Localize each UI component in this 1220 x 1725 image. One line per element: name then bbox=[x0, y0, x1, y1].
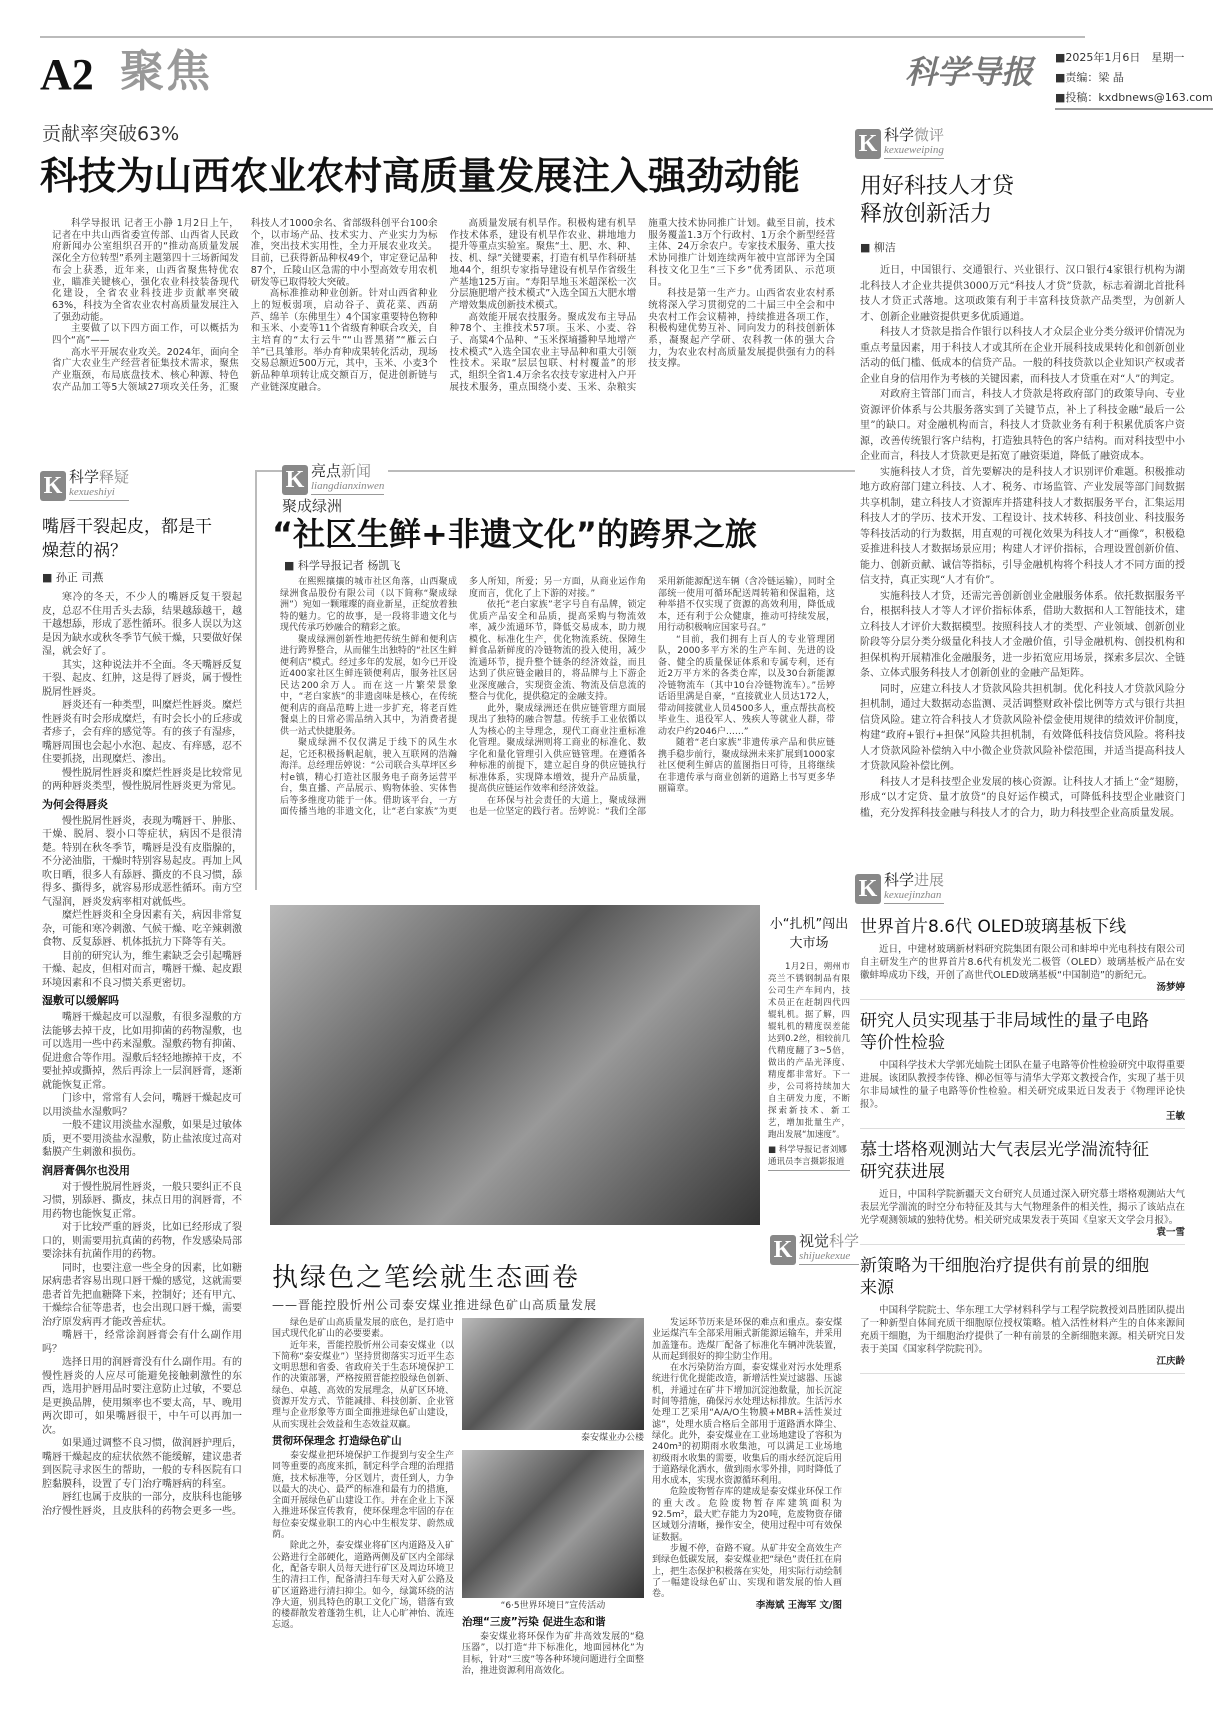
green-headline: 执绿色之笔绘就生态画卷 bbox=[272, 1263, 581, 1293]
badge-pinyin: liangdianxinwen bbox=[311, 480, 385, 492]
badge-label: 科学 bbox=[884, 126, 915, 144]
paragraph: 门诊中，常常有人会问，嘴唇干燥起皮可以用淡盐水湿敷吗？ bbox=[42, 1093, 242, 1118]
paragraph: 科技人才是科技型企业发展的核心资源。让科技人才插上“金”翅膀，形成“以才定贷、量才放贷”的良好运作模式，可降低科技型企业融资门槛，充分发挥科技金融与科技人才的合力，助力科技型企业高质量发展。 bbox=[860, 776, 1185, 819]
k-logo-icon: K bbox=[40, 471, 66, 501]
badge-label: 亮点 bbox=[311, 462, 342, 480]
paragraph: 泰安煤业把环境保护工作提到与安全生产同等重要的高度来抓，制定科学合理的治理措施，技术标准等，分区划片，责任到人，力争以最大的决心、最严的标准和最有力的措施，全面开展绿色矿山建设工作。并在企业上下深入推进环保宣传教育，使环保理念牢固的存在每位泰安煤业职工的内心中生根发芽、蔚然成荫。 bbox=[272, 1450, 454, 1541]
lead-kicker: 贡献率突破63% bbox=[42, 123, 180, 145]
paragraph: 如果通过调整不良习惯，做润唇护理后，嘴唇干燥起皮的症状依然不能缓解，建议患者到医院寻求医生的帮助，一般的专科医院有口腔黏膜科，设置了专门治疗嘴唇病的科室。 bbox=[42, 1438, 242, 1490]
paragraph: 在熙熙攘攘的城市社区角落，山西聚成绿洲食品股份有限公司（以下简称“聚成绿洲”）宛如一颗璀璨的商业新星，正绽放着独特的魅力。它的故事，是一段将非遗文化与现代传承巧妙融合的精彩之旅。 bbox=[280, 577, 457, 633]
news-item-author: 汤梦婷 bbox=[1156, 982, 1185, 993]
green-col3-wrap bbox=[652, 1318, 842, 1612]
paragraph: 对于比较严重的唇炎，比如已经形成了裂口的，则需要用抗真菌的药物，作发感染局部要涂抹有抗菌作用的药物。 bbox=[42, 1222, 242, 1260]
qa-body bbox=[42, 591, 242, 1518]
paragraph: 近日，中国银行、交通银行、兴业银行、汉口银行4家银行机构为湖北科技人才企业共提供3000万元“科技人才贷”贷款，标志着湖北首批科技人才贷正式落地。这项政策有利于丰富科技贷款产品类型，为创新人才、创新企业融资提供更多优质通道。 bbox=[860, 265, 1185, 323]
k-logo-icon: K bbox=[855, 874, 881, 904]
news-item-title: 世界首片8.6代 OLED玻璃基板下线 bbox=[860, 917, 1127, 937]
paragraph: 聚成绿洲创新性地把传统生鲜和便利店进行跨界整合，从而催生出独特的“社区生鲜便利店”模式。经过多年的发展，如今已开设近400家社区生鲜连锁便利店，服务社区居民达200余万人。而在这一片繁荣景象中，“老白家族”的非遗卤味是核心，在传统便利店的商品范畴上进一步扩充，将老百姓餐桌上的日常必需品纳入其中，为消费者提供一站式快捷服务。 bbox=[280, 634, 457, 737]
highlight-headline: “社区生鲜+非遗文化”的跨界之旅 bbox=[272, 515, 757, 553]
paragraph: 发运环节历来是环保的难点和重点。泰安煤业运煤汽车全部采用厢式新能源运输车，并采用加盖篷布。选煤厂配备了标准化车辆冲洗装置，从而起到很好的抑尘防尘作用。 bbox=[652, 1318, 842, 1362]
masthead-logo: 科学导报 bbox=[905, 53, 1034, 91]
subheading: 贯彻环保理念 打造绿色矿山 bbox=[272, 1434, 402, 1447]
environment-day-photo bbox=[462, 1450, 644, 1598]
paragraph: 实施科技人才贷，首先要解决的是科技人才识别评价难题。积极推动地方政府部门建立科技、人才、税务、市场监管、产业发展等部门间数据共享机制，建立科技人才资源库并搭建科技人才数据服务平台，汇集运用科技人才的学历、技术开发、工程设计、技术转移、科技创业、科技服务等科技活动的行为数据，用直观的可视化效果为科技人才“画像”，积极稳妥推进科技人才数据场景应用；构建人才评价指标，合理设置创新价值、能力、创新贡献、诚信等指标，引导金融机构将个科技人才不同方面的授信支持，真正实现“人才有价”。 bbox=[860, 466, 1185, 586]
news-item bbox=[860, 1139, 1185, 1245]
highlight-kicker: 聚成绿洲 bbox=[282, 497, 343, 515]
k-logo-icon: K bbox=[282, 465, 308, 495]
k-logo-icon: K bbox=[855, 129, 881, 159]
top-rule bbox=[40, 36, 1085, 38]
section-badge-comment bbox=[855, 126, 1185, 159]
news-item-text: 近日，中国科学院新疆天文台研究人员通过深入研究慕士塔格观测站大气表层光学湍流的时空分布特征及其与大气物理条件的相关性，揭示了该站点在光学观测领域的独特优势。相关研究成果发表于英国《皇家天文学会月报》。 bbox=[860, 1189, 1185, 1226]
news-item-text: 中国科学院院士、华东理工大学材料科学与工程学院教授刘昌胜团队提出了一种新型自体间充质干细胞原位授权策略。植入活性材料产生的自体来源间充质干细胞，为干细胞治疗提供了一种有前景的全新细胞来源。相关研究日发表于美国《国家科学院院刊》。 bbox=[860, 1305, 1185, 1355]
photo-story bbox=[768, 915, 850, 1171]
paragraph: 高效能开展农技服务。聚成发布主导品种78个、主推技术57项。玉米、小麦、谷子、高粱4个品种、“玉米探墒播种旱地增产技术模式”入选全国农业主导品种和重大引领性技术。采取“层层包联、村村覆盖”的形式，组织全省1.4万余名农技专家进村入户开展技术服务，重点围绕小麦、玉米、杂粮实施重大技术协同推广计划。截至目前，技术服务覆盖1.3万个行政村、1万余个新型经营主体、24万余农户。专家技术服务、重大技术协同推广计划连续两年被中宣部评为全国科技文化卫生“三下乡”优秀团队、示范项目。 bbox=[449, 218, 835, 393]
highlight-author: ■ 科学导报记者 杨凯飞 bbox=[284, 559, 401, 572]
section-badge-progress bbox=[855, 871, 1185, 904]
photo2-caption: “6·5世界环境日”宣传活动 bbox=[500, 1601, 606, 1611]
paragraph: 危险废物暂存库的建成是泰安煤业环保工作的重大改。危险废物暂存库建筑面积为92.5m²，最大贮存能力为20吨，危废物资存储区域划分清晰，操作安全，使用过程中可有效保证数据。 bbox=[652, 1487, 842, 1543]
comment-body bbox=[860, 263, 1185, 821]
k-logo-icon: K bbox=[770, 1235, 796, 1265]
paragraph: 实施科技人才贷，还需完善创新创业金融服务体系。依托数据服务平台，根据科技人才等人才评价指标体系，借助大数据和人工智能技术，建立科技人才评价大数据模型。按照科技人才的类型、产业领域、创新创业阶段等分层分类分级量化科技人才金融价值，引导金融机构、创投机构和担保机构开展精准化金融服务，进一步拓宽应用场景，探索多层次、全链条、立体式服务科技人才创新创业的金融产品矩阵。 bbox=[860, 590, 1185, 679]
right-column bbox=[855, 126, 1185, 1384]
issue-date: ■2025年1月6日 星期一 bbox=[1055, 51, 1185, 64]
news-item bbox=[860, 916, 1185, 1000]
news-item-author: 江庆龄 bbox=[1156, 1356, 1185, 1367]
badge-pinyin: kexuejinzhan bbox=[884, 889, 942, 901]
paragraph: 在环保与社会责任的大道上，聚成绿洲也是一位坚定的践行者。岳婷说：“我们全部采用新能源配送车辆（含冷链运输），同时全部统一使用可循环配送周转箱和保温箱，这种举措不仅实现了资源的高效利用，降低成本，还有利于公众健康，推动可持续发展，用行动积极响应国家号召。” bbox=[469, 577, 835, 817]
news-item-text: 近日，中建材玻璃新材料研究院集团有限公司和蚌埠中光电科技有限公司自主研发生产的世界首片8.6代有机发光二极管（OLED）玻璃基板产品在安徽蚌埠成功下线，开创了高世代OLED玻璃基板“中国制造”的新纪元。 bbox=[860, 944, 1185, 981]
badge-label: 科学 bbox=[69, 468, 100, 486]
green-col2-wrap bbox=[462, 1318, 644, 1677]
lead-body bbox=[52, 218, 835, 394]
paragraph: 慢性脱屑性唇炎和糜烂性唇炎是比较常见的两种唇炎类型，慢性脱屑性唇炎更为常见。 bbox=[42, 767, 242, 792]
office-building-photo bbox=[462, 1318, 644, 1430]
lead-headline: 科技为山西农业农村高质量发展注入强劲动能 bbox=[40, 154, 801, 198]
section-badge-qa bbox=[40, 468, 245, 501]
issue-info bbox=[1055, 48, 1213, 110]
badge-pinyin: kexueweiping bbox=[884, 144, 944, 156]
badge-label-art: 释疑 bbox=[99, 468, 130, 486]
paragraph: 选择日用的润唇膏没有什么副作用。有的慢性唇炎的人应尽可能避免接触刺激性的东西，选用护唇用品时要注意防止过敏，不要总是更换品牌，使用频率也不要太高，早、晚用两次即可，如果嘴唇很干，中午可以再加一次。 bbox=[42, 1357, 242, 1436]
badge-label-art: 微评 bbox=[914, 126, 945, 144]
green-subtitle: ——晋能控股忻州公司泰安煤业推进绿色矿山高质量发展 bbox=[272, 1298, 598, 1312]
badge-pinyin: shijuekexue bbox=[799, 1250, 851, 1262]
paragraph: 高质量发展有机旱作。积极构建有机旱作技术体系，建设有机旱作农业、耕地地力提升等重点实验室。聚焦“土、肥、水、种、技、机、绿”关键要素，打造有机旱作科研基地44个，组织专家指导建设有机旱作省级生产基地125万亩。“寿阳旱地玉米超深松一次分层施肥增产技术模式”入选全国五大肥水增产增效集成创新技术模式。 bbox=[449, 218, 637, 311]
paragraph: 嘴唇干燥起皮可以湿敷，有很多湿敷的方法能够去掉干皮，比如用抑菌的药物湿敷，也可以选用一些中药来湿敷。湿敷药物有抑菌、促进愈合等作用。湿敷后轻轻地擦掉干皮，不要扯掉或撕掉，然后再涂上一层润唇膏，逐渐就能恢复正常。 bbox=[42, 1012, 242, 1091]
paragraph: 近年来，晋能控股忻州公司泰安煤业（以下简称“泰安煤业”）坚持贯彻落实习近平生态文明思想和省委、省政府关于生态环境保护工作的决策部署，严格按照晋能控股绿色创新、绿色、卓越、高效的发展理念，从矿区环境、资源开发方式、节能减排、科技创新、企业管理与企业形象等方面全面推进绿色矿山建设，从而实现社会效益和生态效益双赢。 bbox=[272, 1340, 454, 1430]
news-item-title: 新策略为干细胞治疗提供有前景的细胞来源 bbox=[860, 1256, 1149, 1298]
paragraph: 绿色是矿山高质量发展的底色，是打造中国式现代化矿山的必要要素。 bbox=[272, 1318, 454, 1340]
green-col3 bbox=[652, 1318, 842, 1600]
paragraph: 科技人才贷款是指合作银行以科技人才众层企业分类分级评价情况为重点考量因素，用于科技人才或其所在企业开展科技成果转化和创新创业活动的低门槛、低成本的信贷产品。一般的科技贷款以企业知识产权或者企业自身的信用作为考核的关键因素，而科技人才贷重在对“人”的判定。 bbox=[860, 327, 1185, 385]
paragraph: 科技是第一生产力。山西省农业农村系统将深入学习贯彻党的二十届三中全会和中央农村工作会议精神，持续推进各项工作，积极构建优势互补、同向发力的科技创新体系，凝聚起产学研、农科教一体的强大合力，为农业农村高质量发展提供强有力的科技支撑。 bbox=[648, 288, 835, 370]
photo-story-text: 1月2日，朔州市亮兰不锈钢制品有限公司生产车间内，技术员正在赶制四代四辊轧机。据了解，四辊轧机的精度误差能达到0.2丝，相较前几代精度翻了3~5倍，做出的产品光泽度、精度都非常好。下一步，公司将持续加大自主研发力度，不断探索新技术、新工艺，增加批量生产，跑出发展“加速度”。 bbox=[768, 962, 850, 1140]
paragraph: 高标准推动种业创新。针对山西省种业上的短板弱项，启动谷子、黄花菜、西葫芦、绵羊（东佛里生）4个国家重要特色物种和玉米、小麦等11个省级育种联合攻关，自主培育的“太行云牛”“山晋黑猪”“雁云白羊”已具雏形。举办育种成果转化活动，现场交易总额近500万元，其中，玉米、小麦3个新品种单项转让成交额百万，促进创新链与产业链深度融合。 bbox=[250, 288, 438, 393]
paragraph: 除此之外，泰安煤业将矿区内道路及入矿公路进行全部硬化，道路两侧及矿区内全部绿化，配备专职人员每天进行矿区及周边环境卫生的清扫工作，配备清扫车每天对入矿公路及矿区道路进行清扫抑尘。如今，绿篱环绕的洁净大道，别具特色的职工文化广场，错落有致的楼群散发着蓬勃生机，让人心旷神怡、流连忘返。 bbox=[272, 1541, 454, 1631]
page-number: A2 bbox=[40, 50, 94, 99]
paragraph: 寒冷的冬天，不少人的嘴唇反复干裂起皮，总忍不住用舌头去舔，结果越舔越干，越干越想舔，形成了恶性循环。很多人误以为这是因为缺水或秋冬季节气候干燥，只要做好保湿，就会好了。 bbox=[42, 592, 242, 657]
factory-photo bbox=[270, 905, 760, 1225]
badge-label-art: 进展 bbox=[914, 871, 945, 889]
subheading: 润唇膏偶尔也没用 bbox=[42, 1163, 130, 1177]
paragraph: 其实，这种说法并不全面。冬天嘴唇反复干裂、起皮、红肿，这是得了唇炎，属于慢性脱屑性唇炎。 bbox=[42, 659, 242, 698]
qa-title: 嘴唇干裂起皮，都是干燥惹的祸？ bbox=[42, 517, 212, 561]
green-signature: 李海斌 王海军 文/图 bbox=[755, 1600, 842, 1612]
paragraph: 唇红也属于皮肤的一部分，皮肤科也能够治疗慢性唇炎，且皮肤科的药物会更多一些。 bbox=[42, 1492, 242, 1517]
progress-list bbox=[860, 916, 1185, 1374]
highlight-frame-left bbox=[255, 470, 257, 890]
comment-title: 用好科技人才贷 释放创新活力 bbox=[860, 174, 1015, 227]
paragraph: 嘴唇干，经常涂润唇膏会有什么副作用吗？ bbox=[42, 1330, 242, 1355]
paragraph: 在水污染防治方面，泰安煤业对污水处理系统进行优化提能改造，新增活性炭过滤器、压滤机，并通过在矿井下增加沉淀池数量，加长沉淀时间等措施，确保污水处理达标排放。生活污水处理工艺采用“A/A/O生物膜+MBR+活性炭过滤”，处理水质合格后全部用于道路洒水降尘、绿化。此外，泰安煤业在工业场地建设了容积为240m³的初期雨水收集池，可以满足工业场地初级雨水收集的需要，收集后的雨水经沉淀后用于道路绿化洒水，做到雨水零外排，同时降低了用水成本，实现水资源循环利用。 bbox=[652, 1363, 842, 1487]
paragraph: 同时，应建立科技人才贷款风险共担机制。优化科技人才贷款风险分担机制，通过大数据动态监测、灵活调整财政补偿比例等方式与银行共担信贷风险。建立符合科技人才贷款风险补偿金使用规律的绩效评价制度，构建“政府+银行+担保”风险共担机制，有效降低科技信贷风险。将科技人才贷款风险补偿纳入中小微企业贷款风险补偿范围，并适当提高科技人才贷款风险补偿比例。 bbox=[860, 683, 1185, 772]
editor: ■责编：梁 晶 bbox=[1055, 71, 1124, 84]
section-name: 聚焦 bbox=[120, 46, 212, 97]
news-item-text: 中国科学技术大学郭光灿院士团队在量子电路等价性检验研究中取得重要进展。该团队教授李传锋、柳必恒等与清华大学郑文教授合作，实现了基于贝尔非局域性的量子电路等价性检验。相关研究成果近日发表于《物理评论快报》。 bbox=[860, 1060, 1185, 1110]
section-badge-visual bbox=[770, 1232, 859, 1265]
news-item-author: 袁一雪 bbox=[1156, 1227, 1185, 1238]
paragraph: 对于慢性脱屑性唇炎，一般只要纠正不良习惯，别舔唇、撕皮，抹点日用的润唇膏，不用药物也能恢复正常。 bbox=[42, 1181, 242, 1220]
badge-label: 科学 bbox=[884, 871, 915, 889]
paragraph: 科学导报讯 记者王小静 1月2日上午，记者在中共山西省委宣传部、山西省人民政府新闻办公室组织召开的“推动高质量发展 深化全方位转型”系列主题第四十三场新闻发布会上获悉，近年来，山西省聚焦特优农业，瞄准关键核心，强化农业科技装备现代化建设，全省农业科技进步贡献率突破63%，科技为全省农业农村高质量发展注入了强劲动能。 bbox=[52, 218, 239, 323]
paragraph: 同时，也要注意一些全身的因素，比如糖尿病患者容易出现口唇干燥的感觉，这就需要患者首先把血糖降下来，控制好；还有甲亢、干燥综合征等患者，也会出现口唇干燥，需要治疗原发病再才能改善症状。 bbox=[42, 1262, 242, 1328]
badge-label: 视觉 bbox=[799, 1232, 830, 1250]
news-item bbox=[860, 1010, 1185, 1129]
paragraph: 主要做了以下四方面工作，可以概括为四个“高”—— bbox=[52, 323, 239, 347]
subheading: 湿敷可以缓解吗 bbox=[42, 994, 119, 1007]
photo-story-credit: ■ 科学导报记者刘娜 通讯员李言摄影报道 bbox=[768, 1144, 850, 1171]
photo-story-title: 小“扎机”闯出大市场 bbox=[769, 917, 849, 951]
paragraph: 高水平开展农业攻关。2024年，面向全省广大农业生产经营者征集技术需求，聚焦产业瓶颈，布局底盘技术、核心种源、特色农产品加工等5大领域27项攻关任务，汇聚科技人才1000余名、省部级科创平台100余个，以市场产品、技术实力、产业实力为标准，突出技术实用性，全力开展农业攻关。目前，已获得新品种权49个，审定登记品种87个，丘陵山区急需的中小型高效专用农机研发等已取得较大突破。 bbox=[52, 218, 438, 393]
paragraph: 唇炎还有一种类型，叫糜烂性唇炎。糜烂性唇炎有时会形成糜烂，有时会长小的丘疹或者疹子，会有痒的感觉等。有的孩子有湿疹，嘴唇周围也会起小水泡、起皮、有痒感，忍不住要抓挠，出现糜烂、渗出。 bbox=[42, 700, 242, 765]
news-item-title: 慕士塔格观测站大气表层光学湍流特征研究获进展 bbox=[860, 1140, 1149, 1182]
paragraph: 泰安煤业将环保作为矿井高效发展的“稳压器”，以打造“井下标准化，地面园林化”为目标，针对“三废”等各种环境问题进行全面整治，推进资源利用高效化。 bbox=[462, 1632, 644, 1676]
badge-label-art: 新闻 bbox=[341, 462, 372, 480]
paragraph: 对政府主管部门而言，科技人才贷款是将政府部门的政策导向、专业资源评价体系与公共服务落实到了关键节点，补上了科技金融“最后一公里”的缺口。对金融机构而言，科技人才贷款业务有利于积累优质客户资源，改善传统银行客户结构，打造独具特色的客户结构。而对科技型中小企业而言，科技人才贷款更是拓宽了融资渠道，降低了融资成本。 bbox=[860, 389, 1185, 462]
paragraph: 此外，聚成绿洲还在供应链管理方面展现出了独特的融合智慧。传统手工业依循以人为核心的主导理念，现代工商业注重标准化管理。聚成绿洲则将工商业的标准化、数字化和量化管理引入供应链管理。在遵循各种标准的前提下，建立起自身的供应链执行标准体系，实现降本增效，提升产品质量，提高供应链运作效率和经济效益。 bbox=[469, 703, 646, 794]
news-item-title: 研究人员实现基于非局域性的量子电路等价性检验 bbox=[860, 1011, 1149, 1053]
green-col2 bbox=[462, 1616, 644, 1677]
qa-author: ■ 孙正 司燕 bbox=[42, 571, 104, 584]
left-column bbox=[40, 468, 245, 1518]
photo1-caption: 泰安煤业办公楼 bbox=[580, 1433, 644, 1443]
section-badge-highlight bbox=[282, 462, 388, 495]
paragraph: 一般不建议用淡盐水湿敷，如果是过敏体质，更不要用淡盐水湿敷，防止盐浓度过高对黏膜产生刺激和损伤。 bbox=[42, 1120, 242, 1158]
paragraph: 慢性脱屑性唇炎，表现为嘴唇干、肿胀、干燥、脱屑、裂小口等症状，病因不是很清楚。特别在秋冬季节，嘴唇是没有皮脂腺的，不分泌油脂，干燥时特别容易起皮。再加上风吹日晒，很多人有舔唇、撕皮的不良习惯，舔得多、撕得多，就容易形成恶性循环。南方空气湿润，唇炎发病率相对就低些。 bbox=[42, 815, 242, 908]
news-item bbox=[860, 1255, 1185, 1374]
highlight-body bbox=[280, 577, 835, 819]
subheading: 治理“三废”污染 促进生态和谐 bbox=[462, 1616, 606, 1628]
paragraph: 聚成绿洲不仅仅满足于线下的风生水起，它还积极扬帆起航，驶入互联网的浩瀚海洋。总经理岳婷说：“公司联合头草坪区乡村e镇，精心打造社区服务电子商务运营平台，集直播、产品展示、购物体验、实体售后等多维度功能于一体。借助该平台，一方面传播当地的非遗文化，让“老白家族”为更多人所知，所爱；另一方面，从商业运作角度而言，优化了上下游的对接。” bbox=[280, 577, 646, 817]
comment-author: ■ 柳洁 bbox=[860, 241, 896, 254]
paragraph: 随着“老白家族”非遗传承产品和供应链携手稳步前行，聚成绿洲未来扩展到1000家社区便利生鲜店的蓝图指日可待，且将继续在非遗传承与商业创新的道路上书写更多华丽篇章。 bbox=[658, 738, 835, 794]
paragraph: “目前，我们拥有上百人的专业管理团队，2000多平方米的生产车间、先进的设备、健全的质量保证体系和专属专利，还有近2万平方米的各类仓库，以及30台新能源冷链物流车（其中10台冷链物流车）。”岳婷话语里满是自豪，“直接就业人员达172人，带动间接就业人员4500多人，重点帮扶高校毕业生、退役军人、残疾人等就业人群，带动农户约2046户……” bbox=[658, 634, 835, 737]
paragraph: 糜烂性唇炎和全身因素有关，病因非常复杂，可能和寒冷刺激、气候干燥、吃辛辣刺激食物、反复舔唇、机体抵抗力下降等有关。 bbox=[42, 910, 242, 948]
highlight-article bbox=[272, 462, 835, 819]
subheading: 为何会得唇炎 bbox=[42, 797, 108, 811]
green-col1 bbox=[272, 1318, 454, 1632]
badge-pinyin: kexueshiyi bbox=[69, 486, 115, 498]
paragraph: 目前的研究认为，维生素缺乏会引起嘴唇干燥、起皮，但相对而言，嘴唇干燥、起皮跟环境因素和不良习惯关系更密切。 bbox=[42, 950, 242, 989]
paragraph: 步履不停，奋路不窥。从矿井安全高效生产到绿色低碳发展，泰安煤业把“绿色”责任扛在肩上，把生态保护积极落在实处，用实际行动绘制了一幅建设绿色矿山、实现和谐发展的怡人画卷。 bbox=[652, 1543, 842, 1600]
paragraph: 依托“老白家族”老字号自有品牌，锁定优质产品安全和品质，提高采购与物流效率，减少流通环节，降低交易成本，助力规模化、标准化生产，优化物流系统、保障生鲜食品新鲜度的冷链物流的投入使用，减少流通环节，提升整个链条的经济效益，而且达到了供应链金融目的，将品牌与上下游企业深度融合，实现资金流、物流及信息流的整合与优化，提供稳定的金融支持。 bbox=[469, 600, 646, 702]
news-item-author: 王敏 bbox=[1165, 1111, 1185, 1122]
submit-email: ■投稿：kxdbnews@163.com bbox=[1055, 88, 1213, 110]
badge-label-art: 科学 bbox=[829, 1232, 860, 1250]
